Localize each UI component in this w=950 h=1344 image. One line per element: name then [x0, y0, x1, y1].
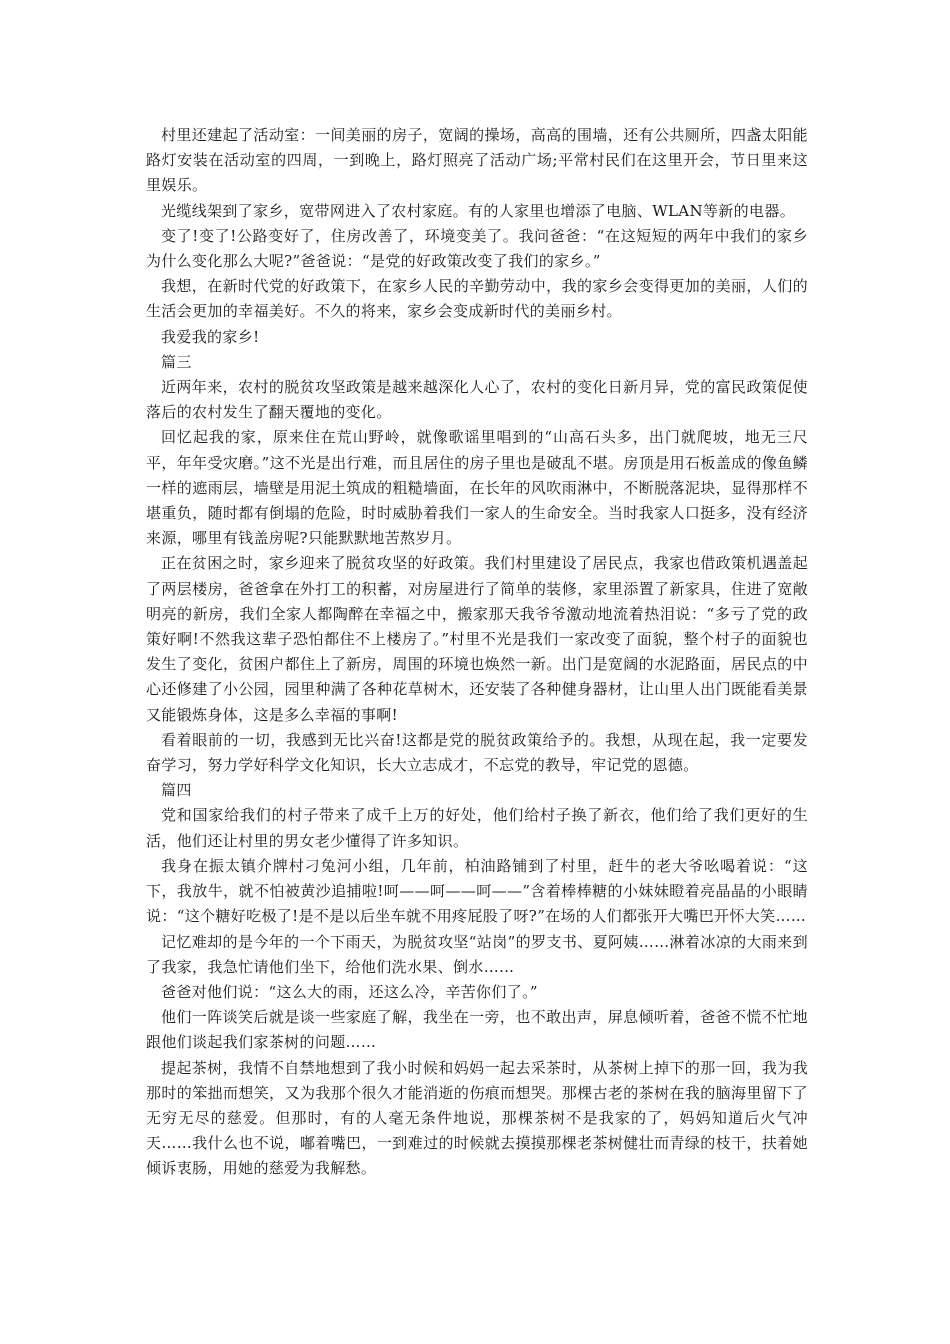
paragraph-road: 我身在振太镇介牌村刁兔河小组，几年前，柏油路铺到了村里，赶牛的老大爷吆喝着说：“这下，我放牛，就不怕被黄沙追捕啦!呵——呵——呵——”含着棒棒糖的小妹妹瞪着亮晶晶的小眼睛说：“这个糖好吃极了!是不是以后坐车就不用疼屁股了呀?”在场的人们都张开大嘴巴开怀大笑……	[146, 856, 808, 926]
paragraph-tea-tree: 提起茶树，我情不自禁地想到了我小时候和妈妈一起去采茶时，从茶树上掉下的那一回，我为我那时的笨拙而想笑，又为我那个很久才能消逝的伤痕而想哭。那棵古老的茶树在我的脑海里留下了无穷无尽的慈爱。但那时，有的人毫无条件地说，那棵茶树不是我家的了，妈妈知道后火气冲天……我什么也不说，嘟着嘴巴，一到难过的时候就去摸摸那棵老茶树健壮而青绿的枝干，扶着她倾诉衷肠，用她的慈爱为我解愁。	[146, 1058, 808, 1178]
paragraph-activity-room: 村里还建起了活动室：一间美丽的房子，宽阔的操场，高高的围墙，还有公共厕所，四盏太阳能路灯安装在活动室的四周，一到晚上，路灯照亮了活动广场;平常村民们在这里开会，节日里来这里娱乐。	[146, 126, 808, 195]
section-heading-4: 篇四	[161, 781, 192, 800]
paragraph-rainy-day: 记忆难却的是今年的一个下雨天，为脱贫攻坚“站岗”的罗支书、夏阿姨……淋着冰凉的大雨来到了我家，我急忙请他们坐下，给他们洗水果、倒水……	[146, 932, 808, 976]
section-heading-3: 篇三	[161, 352, 192, 371]
paragraph-old-home: 回忆起我的家，原来住在荒山野岭，就像歌谣里唱到的“山高石头多，出门就爬坡，地无三尺平，年年受灾磨。”这不光是出行难，而且居住的房子里也是破乱不堪。房顶是用石板盖成的像鱼鳞一样的遮雨层，墙壁是用泥土筑成的粗糙墙面，在长年的风吹雨淋中，不断脱落泥块，显得那样不堪重负，随时都有倒塌的危险，时时威胁着我们一家人的生命安全。当时我家人口挺多，没有经济来源，哪里有钱盖房呢?只能默默地苦熬岁月。	[146, 428, 808, 548]
paragraph-father-speech: 爸爸对他们说：“这么大的雨，还这么冷，辛苦你们了。”	[161, 982, 538, 1001]
paragraph-poverty-policy: 近两年来，农村的脱贫攻坚政策是越来越深化人心了，农村的变化日新月异，党的富民政策促使落后的农村发生了翻天覆地的变化。	[146, 378, 808, 422]
paragraph-changes: 变了!变了!公路变好了，住房改善了，环境变美了。我问爸爸：“在这短短的两年中我们的家乡为什么变化那么大呢?”爸爸说：“是党的好政策改变了我们的家乡。”	[146, 226, 808, 271]
paragraph-broadband: 光缆线架到了家乡，宽带网进入了农村家庭。有的人家里也增添了电脑、WLAN等新的电器。	[161, 201, 796, 220]
paragraph-resolve: 看着眼前的一切，我感到无比兴奋!这都是党的脱贫政策给予的。我想，从现在起，我一定要发奋学习，努力学好科学文化知识，长大立志成才，不忘党的教导，牢记党的恩德。	[146, 730, 808, 775]
paragraph-future: 我想，在新时代党的好政策下，在家乡人民的辛勤劳动中，我的家乡会变得更加的美丽，人们的生活会更加的幸福美好。不久的将来，家乡会变成新时代的美丽乡村。	[146, 277, 808, 321]
document-body	[146, 123, 808, 1182]
paragraph-new-home: 正在贫困之时，家乡迎来了脱贫攻坚的好政策。我们村里建设了居民点，我家也借政策机遇盖起了两层楼房，爸爸拿在外打工的积蓄，对房屋进行了简单的装修，家里添置了新家具，住进了宽敞明亮的新房，我们全家人都陶醉在幸福之中，搬家那天我爷爷激动地流着热泪说：“多亏了党的政策好啊!不然我这辈子恐怕都住不上楼房了。”村里不光是我们一家改变了面貌，整个村子的面貌也发生了变化，贫困户都住上了新房，周围的环境也焕然一新。出门是宽阔的水泥路面，居民点的中心还修建了小公园，园里种满了各种花草树木，还安装了各种健身器材，让山里人出门既能看美景又能锻炼身体，这是多么幸福的事啊!	[146, 554, 808, 724]
paragraph-conversation: 他们一阵谈笑后就是谈一些家庭了解，我坐在一旁，也不敢出声，屏息倾听着，爸爸不慌不忙地跟他们谈起我们家茶树的问题……	[146, 1008, 808, 1052]
paragraph-love-hometown: 我爱我的家乡!	[161, 327, 260, 346]
paragraph-benefits: 党和国家给我们的村子带来了成千上万的好处，他们给村子换了新衣，他们给了我们更好的生活，他们还让村里的男女老少懂得了许多知识。	[146, 806, 808, 850]
